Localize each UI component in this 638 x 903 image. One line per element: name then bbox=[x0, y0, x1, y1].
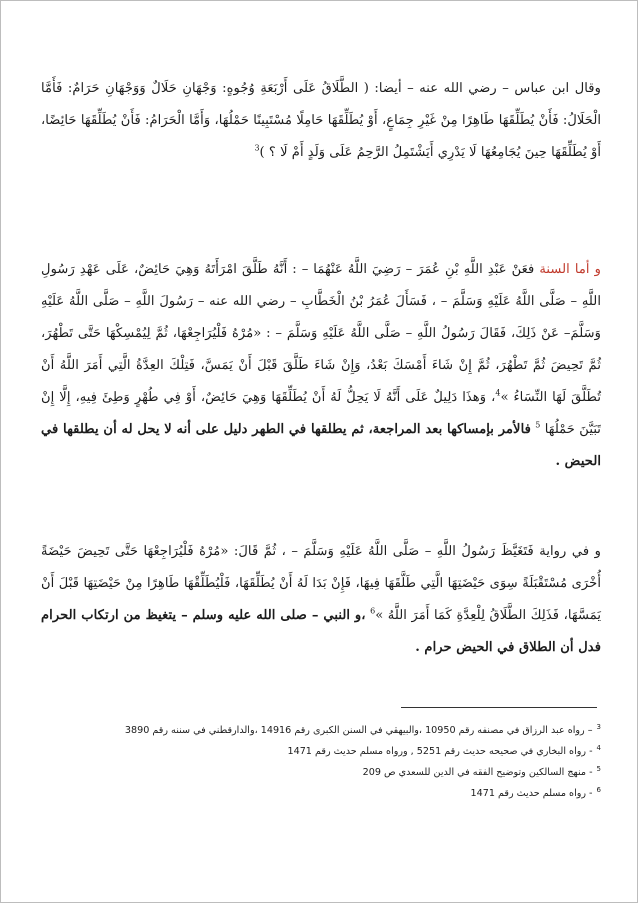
paragraph-riwaya bbox=[41, 536, 601, 664]
footnote-item bbox=[41, 738, 601, 759]
footnote-ref[interactable]: 4 bbox=[495, 388, 501, 398]
paragraph-ibn-abbas bbox=[41, 73, 601, 169]
paragraph-sunnah bbox=[41, 254, 601, 478]
conclusion-text: ،و النبي – صلى الله عليه وسلم – يتغيظ من ارتكاب الحرام فدل أن الطلاق في الحيض حرام . bbox=[41, 608, 601, 655]
footnote-ref[interactable]: 6 bbox=[370, 606, 376, 616]
footnote-item bbox=[41, 759, 601, 780]
footnote-text: - منهج السالكين وتوضيح الفقه في الدين للسعدي ص 209 bbox=[362, 767, 593, 779]
hadith-text: و في رواية فَتَغَيَّظَ رَسُولُ اللَّهِ – صَلَّى اللَّهُ عَلَيْهِ وَسَلَّمَ – ، ثُمَّ قَالَ: «مُرْهُ فَلْيُرَاجِعْهَا حَتَّى تَحِيضَ حَيْضَةً أُخْرَى مُسْتَقْبَلَةً سِوَى حَيْضَتِهَا الَّتِي طَلَّقَهَا فِيهَا، فَإِنْ بَدَا لَهُ أَنْ يُطَلِّقَهَا، فَلْيُطَلِّقْهَا طَاهِرًا مِنْ حَيْضَتِهَا قَبْلَ أَنْ يَمَسَّهَا، فَذَلِكَ الطَّلَاقُ لِلْعِدَّةِ كَمَا أَمَرَ اللَّهُ » bbox=[41, 544, 601, 623]
hadith-text: فعَنْ عَبْدِ اللَّهِ بْنِ عُمَرَ – رَضِيَ اللَّهُ عَنْهُمَا – : أَنَّهُ طَلَّقَ امْرَأَتَهُ وَهِيَ حَائِضٌ، عَلَى عَهْدِ رَسُولِ اللَّهِ – صَلَّى اللَّهُ عَلَيْهِ وَسَلَّمَ – ، فَسَأَلَ عُمَرُ بْنُ الْخَطَّابِ – رضي الله عنه – رَسُولَ اللَّهِ – صَلَّى اللَّهُ عَلَيْهِ وَسَلَّمَ– عَنْ ذَلِكَ، فَقَالَ رَسُولُ اللَّهِ – صَلَّى اللَّهُ عَلَيْهِ وَسَلَّمَ – : «مُرْهُ فَلْيُرَاجِعْهَا، ثُمَّ لِيُمْسِكْهَا حَتَّى تَطْهُرَ، ثُمَّ تَحِيضَ ثُمَّ تَطْهُرَ، ثُمَّ إِنْ شَاءَ أَمْسَكَ بَعْدُ، وَإِنْ شَاءَ طَلَّقَ قَبْلَ أَنْ يَمَسَّ، فَتِلْكَ العِدَّةُ الَّتِي أَمَرَ اللَّهُ أَنْ تُطَلَّقَ لَهَا النِّسَاءُ » bbox=[41, 262, 601, 405]
footnote-number: 4 bbox=[596, 744, 601, 752]
footnote-text: - رواه مسلم حديث رقم 1471 bbox=[470, 788, 593, 800]
commentary-text: ، وَهذَا دَلِيلٌ عَلَى أَنَّهُ لَا يَحِلُّ لَهُ أَنْ يُطَلِّقَهَا وَهِيَ حَائِضٌ، أَوْ فِي طُهْرٍ وَطِئَ فِيهِ، إِلَّا إِنْ تَبَيَّنَ حَمْلُهَا bbox=[41, 390, 601, 437]
footnote-number: 5 bbox=[596, 765, 601, 773]
footnotes bbox=[41, 717, 601, 801]
footnote-text: - رواه البخاري في صحيحه حديث رقم 5251 , ورواه مسلم حديث رقم 1471 bbox=[287, 746, 593, 758]
footnote-divider bbox=[401, 707, 597, 708]
footnote-item bbox=[41, 717, 601, 738]
footnote-ref[interactable]: 3 bbox=[254, 143, 260, 153]
conclusion-text: فالأمر بإمساكها بعد المراجعة، ثم يطلقها في الطهر دليل على أنه لا يحل له أن يطلقها في الحيض . bbox=[41, 422, 601, 469]
footnote-item bbox=[41, 780, 601, 801]
footnote-number: 3 bbox=[596, 723, 601, 731]
section-lead-red: و أما السنة bbox=[539, 262, 601, 277]
footnote-ref[interactable]: 5 bbox=[535, 420, 541, 430]
footnote-text: – رواه عبد الرزاق في مصنفه رقم 10950 ،والبيهقي في السنن الكبرى رقم 14916 ،والدارقطني في سننه رقم 3890 bbox=[124, 725, 593, 737]
paragraph-text: وقال ابن عباس – رضي الله عنه – أيضا: ( الطَّلَاقُ عَلَى أَرْبَعَةِ وُجُوهٍ: وَجْهَانِ حَلَالٌ وَوَجْهَانِ حَرَامٌ: فَأَمَّا الْحَلَالُ: فَأَنْ يُطَلِّقَهَا طَاهِرًا مِنْ غَيْرِ جِمَاعٍ، أَوْ يُطَلِّقَهَا حَامِلًا مُسْتَبِينًا حَمْلُهَا، وَأَمَّا الْحَرَامُ: فَأَنْ يُطَلِّقَهَا حَائِضًا، أَوْ يُطَلِّقَهَا حِينَ يُجَامِعُهَا لَا يَدْرِي أَيَشْتَمِلُ الرَّحِمُ عَلَى وَلَدٍ أَمْ لَا ؟ ) bbox=[41, 81, 601, 160]
footnote-number: 6 bbox=[596, 786, 601, 794]
